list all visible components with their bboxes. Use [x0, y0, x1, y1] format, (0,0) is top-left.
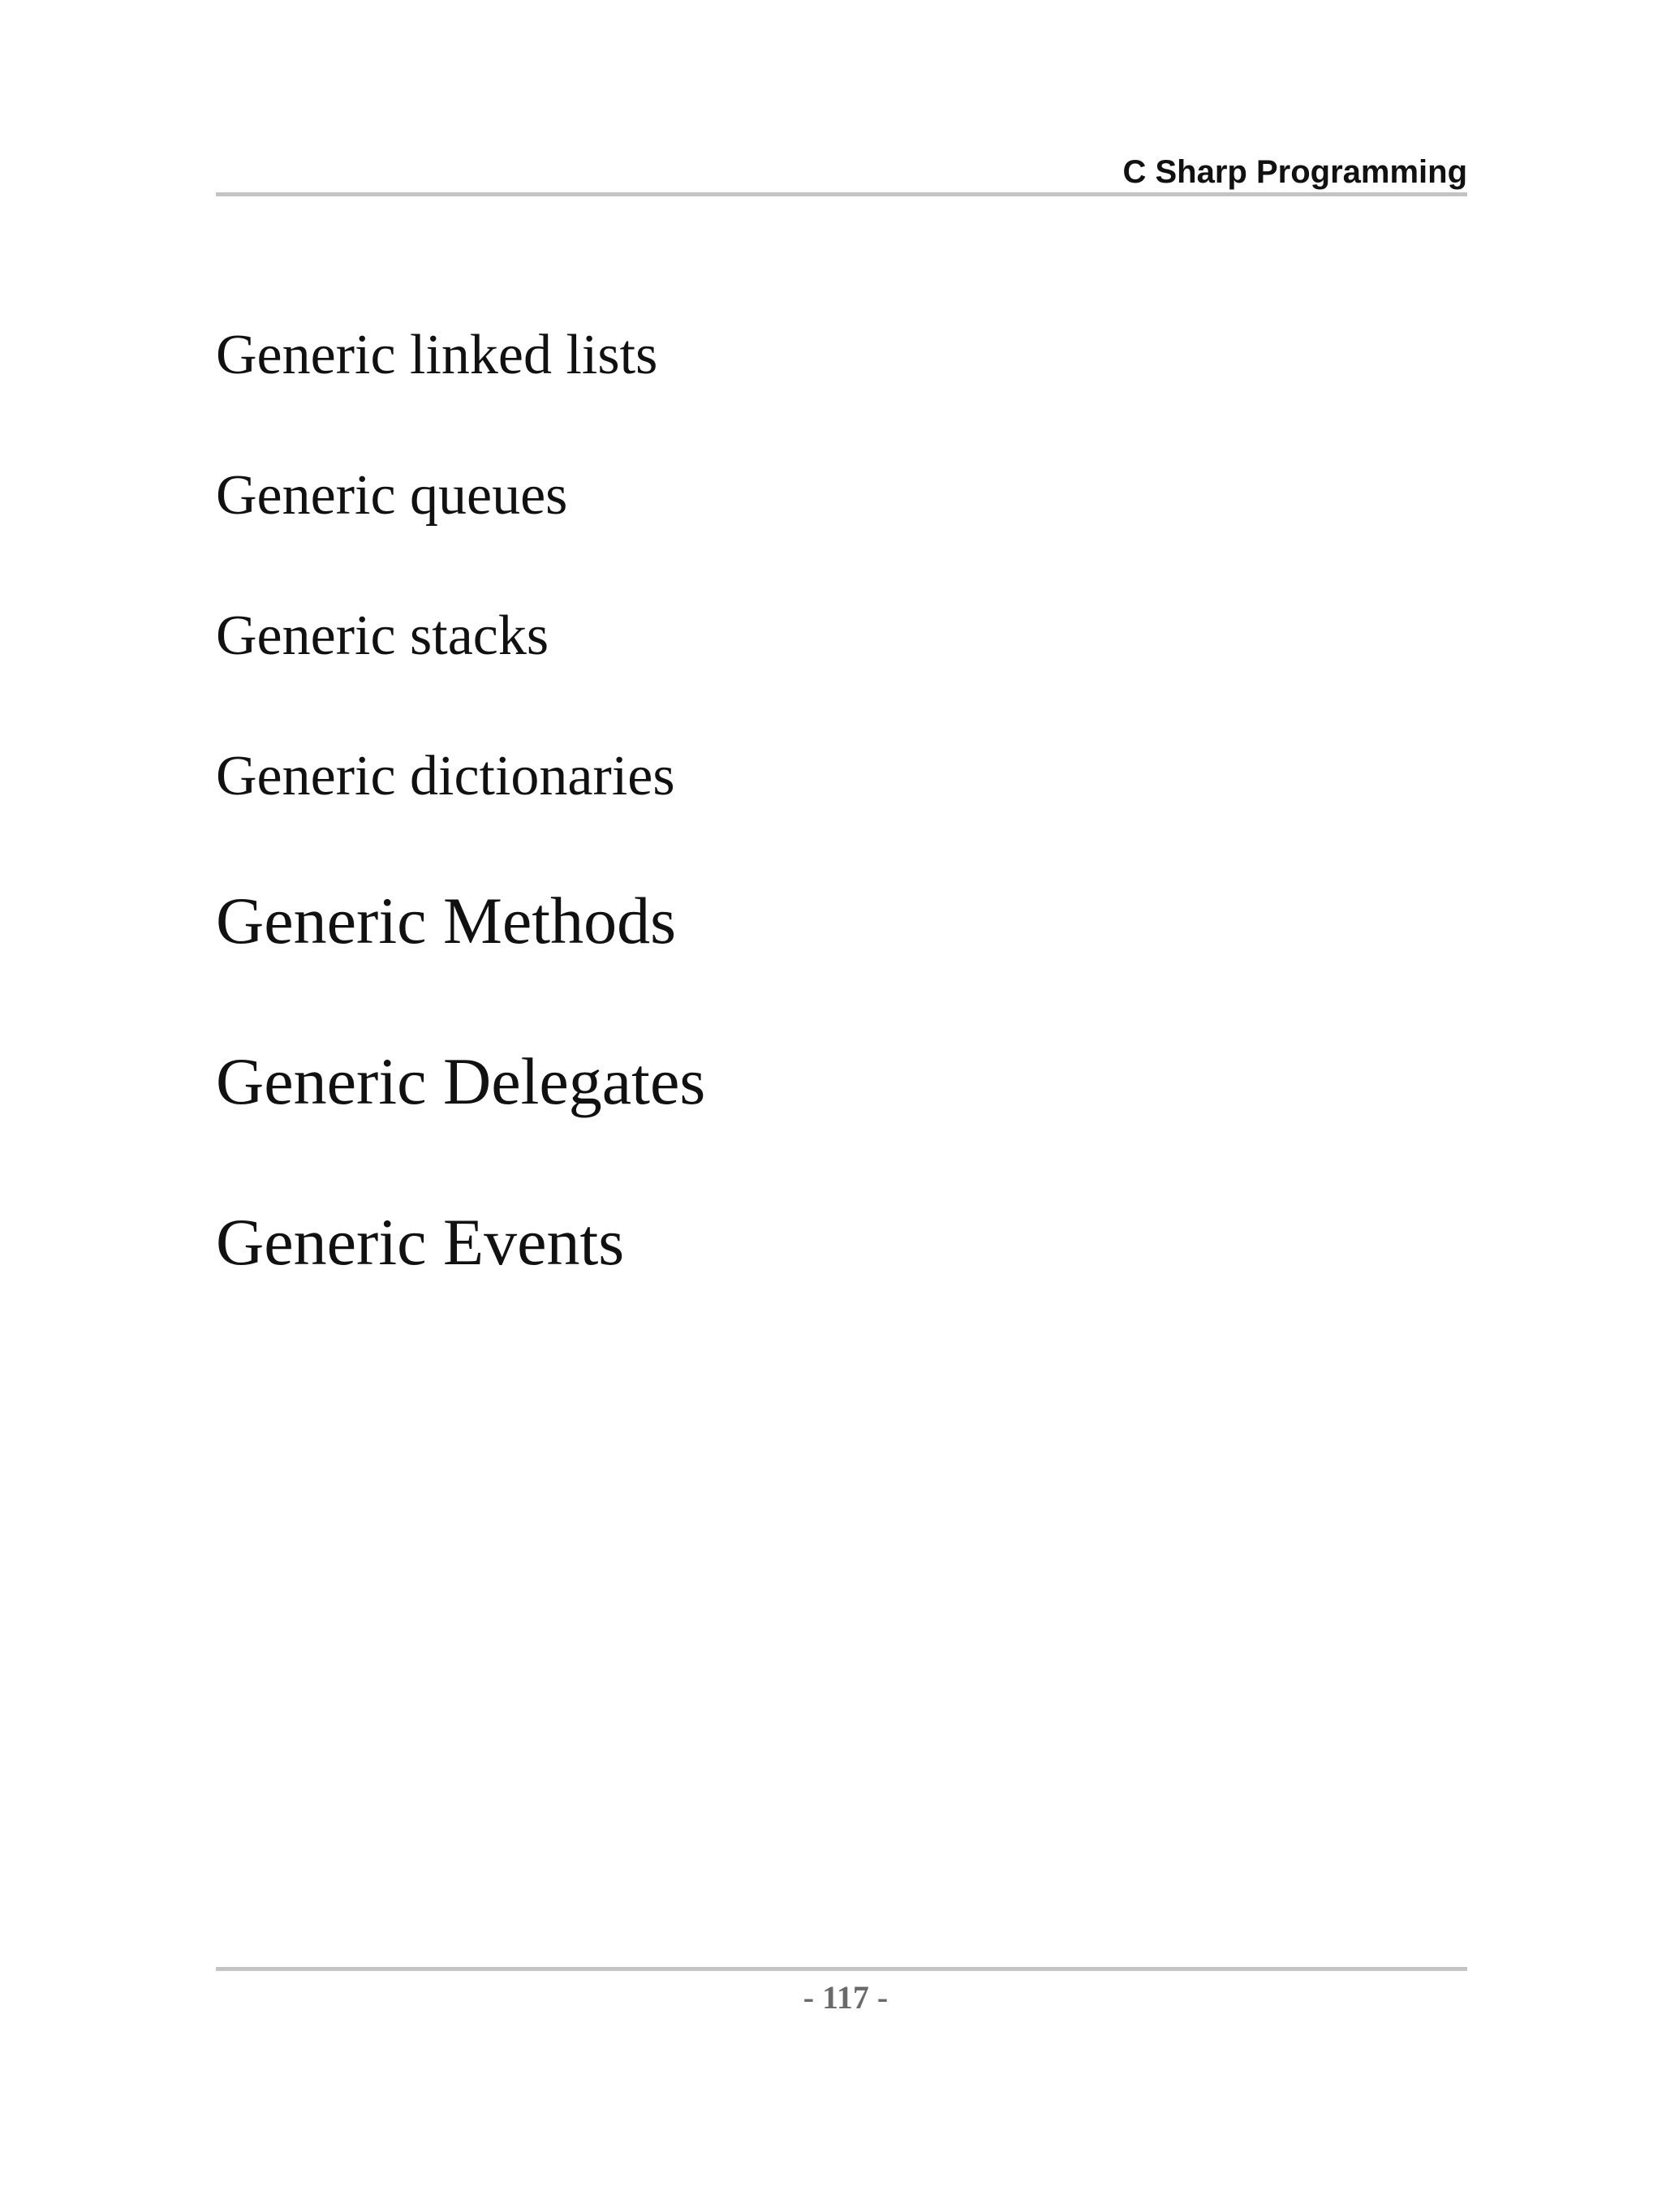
heading-generic-dictionaries: Generic dictionaries: [216, 745, 675, 807]
heading-generic-queues: Generic queues: [216, 464, 568, 527]
running-header: C Sharp Programming: [1122, 154, 1467, 190]
page-number: - 117 -: [803, 1979, 889, 2016]
heading-generic-events: Generic Events: [216, 1205, 625, 1279]
heading-generic-delegates: Generic Delegates: [216, 1044, 706, 1118]
header-divider: [216, 192, 1467, 196]
footer-divider: [216, 1967, 1467, 1971]
heading-generic-methods: Generic Methods: [216, 884, 676, 958]
heading-generic-linked-lists: Generic linked lists: [216, 324, 658, 386]
heading-generic-stacks: Generic stacks: [216, 605, 549, 667]
